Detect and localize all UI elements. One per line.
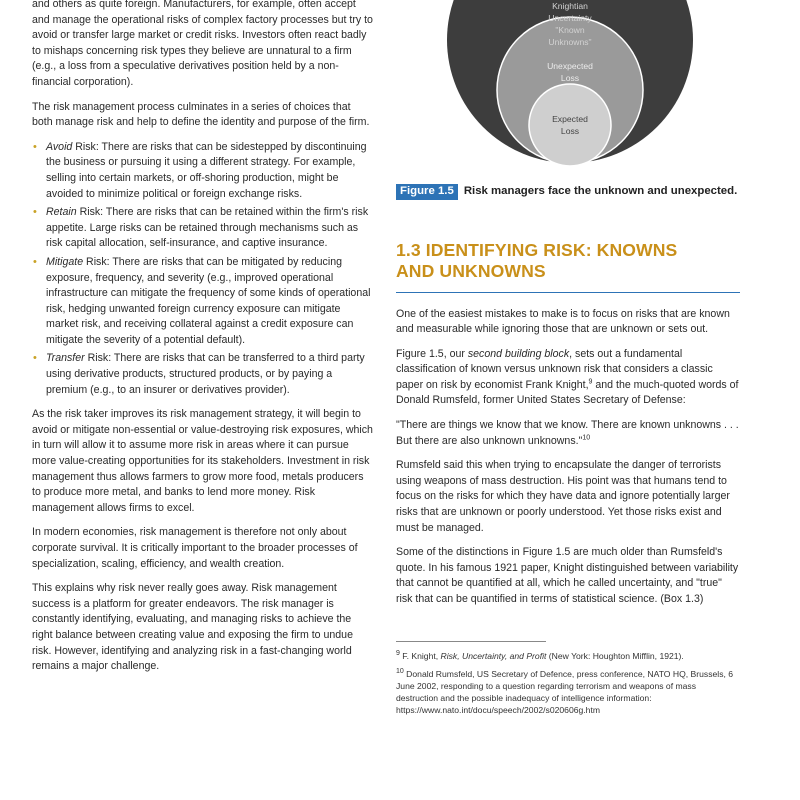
rumsfeld-quote bbox=[396, 418, 740, 449]
outer-label-line: Uncertainty bbox=[548, 13, 592, 23]
body-paragraph bbox=[396, 347, 740, 409]
outer-label-line: Knightian bbox=[552, 1, 588, 11]
inner-label-line: Expected bbox=[552, 114, 588, 124]
text-run: Donald Rumsfeld, US Secretary of Defence, press conference, NATO HQ, Brussels, 6 June 2002, responding to a question regarding terrorism and weapons of mass destruction and the possible inadequacy of intelligence information: https://www.nato.int/docu/speech/2002/s020606g.htm bbox=[396, 668, 734, 716]
list-item-avoid bbox=[32, 140, 374, 202]
bullet-icon: • bbox=[33, 255, 37, 268]
heading-rule bbox=[396, 292, 740, 293]
footnote-9 bbox=[396, 650, 740, 662]
text-run: and the much-quoted words of Donald Rumsfeld, former United States Secretary of Defense: bbox=[396, 378, 739, 407]
option-term: Mitigate bbox=[46, 255, 84, 268]
figure-tag: Figure 1.5 bbox=[396, 184, 458, 200]
outer-label-line: Unknowns" bbox=[548, 37, 592, 47]
bullet-icon: • bbox=[33, 206, 37, 219]
text-run: F. Knight, bbox=[399, 650, 441, 661]
list-item-transfer bbox=[32, 351, 374, 398]
inner-circle-expected bbox=[529, 84, 611, 166]
body-paragraph: Some of the distinctions in Figure 1.5 are much older than Rumsfeld's quote. In his famous 1921 paper, Knight distinguished between variability that cannot be quantified at all, which he called uncertainty, and "true" risk that can be quantified in terms of statistical science. (Box 1.3) bbox=[396, 546, 739, 605]
option-text: Risk: There are risks that can be sidestepped by discontinuing the business or pursuing it using a different strategy. For example, selling into certain markets, or off-shoring production, might be avoided to minimize political or foreign exchange risks. bbox=[46, 140, 367, 200]
text-run: Figure 1.5, our bbox=[396, 347, 468, 360]
option-term: Avoid bbox=[46, 140, 73, 153]
text-run: , sets out a fundamental classification of known versus unknown risk that considers a classic paper on risk by economist Frank Knight, bbox=[396, 347, 713, 391]
section-heading-line: 1.3 IDENTIFYING RISK: KNOWNS bbox=[396, 239, 678, 260]
quote-text: "There are things we know that we know. There are known unknowns . . . But there are also unknown unknowns." bbox=[396, 419, 739, 447]
option-text: Risk: There are risks that can be mitigated by reducing exposure, frequency, and severity (e.g., improved operational infrastructure can mitigate the frequency of some kinds of operational risk, hedging unwanted foreign currency exposure can mitigate market risk, and receiving collateral against a credit exposure can mitigate the severity of a potential default). bbox=[46, 255, 371, 346]
risk-options-list bbox=[32, 140, 374, 399]
right-column bbox=[396, 0, 740, 723]
body-paragraph: Rumsfeld said this when trying to encapsulate the danger of terrorists using weapons of mass destruction. His point was that humans tend to focus on the risks for which they have data and ignore potentially larger risks that are unknown or poorly understood. Yet those risks exist and must be managed. bbox=[396, 459, 730, 534]
outer-label-line: "Known bbox=[555, 25, 585, 35]
body-paragraph: One of the easiest mistakes to make is to focus on risks that are known and measurable while ignoring those that are unknown or sets out. bbox=[396, 307, 730, 336]
option-text: Risk: There are risks that can be transferred to a third party using derivative products, structured products, or by paying a premium (e.g., to an insurer or derivatives provider). bbox=[46, 352, 365, 396]
footnote-number: 9 bbox=[396, 649, 400, 657]
body-paragraph: The risk management process culminates in a series of choices that both manage risk and help to define the identity and purpose of the firm. bbox=[32, 100, 370, 129]
figure-1-5 bbox=[396, 0, 740, 178]
body-paragraph: As the risk taker improves its risk management strategy, it will begin to avoid or mitigate non-essential or value-destroying risk exposures, which in turn will allow it to assume more risk in areas where it can pursue more value-creating opportunities for its stakeholders. Investment in risk management thus allows farmers to grow more food, metals producers to produce more metal, and banks to lend more money. Risk management allows firms to excel. bbox=[32, 408, 373, 514]
figure-caption-text: Risk managers face the unknown and unexpected. bbox=[463, 185, 738, 197]
text-run: (New York: Houghton Mifflin, 1921). bbox=[546, 650, 684, 661]
body-paragraph: This explains why risk never really goes away. Risk management success is a platform for greater endeavors. The risk manager is constantly identifying, evaluating, and managing risks to achieve the right balance between creating value and exposing the firm to undue risk. However, identifying and analyzing risk in a fast-changing world remains a major challenge. bbox=[32, 582, 353, 673]
section-heading bbox=[396, 240, 740, 282]
nested-circles-diagram bbox=[396, 0, 740, 178]
option-term: Transfer bbox=[46, 352, 85, 365]
text-emphasis: Risk, Uncertainty, and Profit bbox=[440, 650, 547, 661]
figure-caption bbox=[396, 184, 740, 200]
bullet-icon: • bbox=[33, 352, 37, 365]
list-item-mitigate bbox=[32, 255, 374, 349]
footnote-ref: 9 bbox=[588, 378, 593, 386]
list-item-retain bbox=[32, 205, 374, 252]
option-term: Retain bbox=[46, 206, 77, 219]
footnote-number: 10 bbox=[396, 667, 404, 675]
section-heading-line: AND UNKNOWNS bbox=[396, 260, 546, 281]
footnote-ref: 10 bbox=[582, 434, 591, 442]
option-text: Risk: There are risks that can be retained within the firm's risk appetite. Large risks can be retained through mechanisms such as risk capital allocation, self-insurance, and captive insurance. bbox=[46, 206, 369, 250]
left-column bbox=[32, 0, 374, 684]
bullet-icon: • bbox=[33, 140, 37, 153]
footnote-10 bbox=[396, 668, 740, 717]
footnote-rule bbox=[396, 641, 546, 642]
middle-label-line: Unexpected bbox=[547, 61, 593, 71]
middle-label-line: Loss bbox=[560, 73, 580, 83]
text-emphasis: second building block bbox=[467, 347, 570, 360]
body-paragraph: and others as quite foreign. Manufacturers, for example, often accept and manage the operational risks of complex factory processes but try to avoid or transfer large market or credit risks. Investors often react badly to mishaps concerning risk types they believe are unnatural to a firm (e.g., a loss from a speculative derivatives position held by a non-financial corporation). bbox=[32, 0, 373, 88]
inner-label-line: Loss bbox=[560, 126, 580, 136]
body-paragraph: In modern economies, risk management is therefore not only about corporate survival. It is critically important to the broader processes of specialization, scaling, efficiency, and wealth creation. bbox=[32, 526, 358, 570]
